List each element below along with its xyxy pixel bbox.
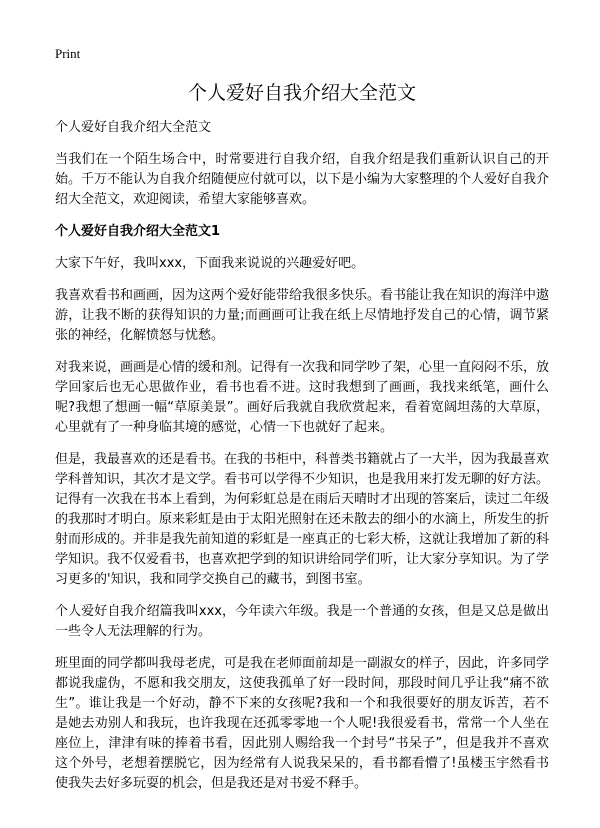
document-body [55,118,549,806]
paragraph: 大家下午好，我叫xxx，下面我来说说的兴趣爱好吧。 [55,256,365,271]
paragraph: 但是，我最喜欢的还是看书。在我的书柜中，科普类书籍就占了一大半，因为我最喜欢学科普知识，其次才是文学。看书可以学得不少知识，也是我用来打发无聊的好方法。记得有一次我在书本上看到，为何彩虹总是在雨后天晴时才出现的答案后，读过二年级的我那时才明白。原来彩虹是由于太阳光照射在还未散去的细小的水滴上，所发生的折射而形成的。并非是我先前知道的彩虹是一座真正的七彩大桥，这就让我增加了新的科学知识。我不仅爱看书，也喜欢把学到的知识讲给同学们听，让大家分享知识。为了学习更多的'知识，我和同学交换自己的藏书，到图书室。 [55,452,550,587]
paragraph: 个人爱好自我介绍篇我叫xxx，今年读六年级。我是一个普通的女孩，但是又总是做出一些令人无法理解的行为。 [55,604,549,639]
paragraph: 班里面的同学都叫我母老虎，可是我在老师面前却是一副淑女的样子，因此，许多同学都说我虚伪，不愿和我交朋友，这使我孤单了好一段时间，那段时间几乎让我“痛不欲生”。谁让我是一个好动，静不下来的女孩呢?我和一个和我很要好的朋友诉苦，若不是她去劝别人和我玩，也许我现在还孤零零地一个人呢!我很爱看书，常常一个人坐在座位上，津津有味的捧着书看，因此别人赐给我一个封号“书呆子”，但是我并不喜欢这个外号，老想着摆脱它，因为经常有人说我呆呆的，看书都看懵了!虽楼玉宇然看书使我失去好多玩耍的机会，但是我还是对书爱不释手。 [55,656,550,791]
paragraph: 我喜欢看书和画画，因为这两个爱好能带给我很多快乐。看书能让我在知识的海洋中遨游，让我不断的获得知识的力量;而画画可让我在纸上尽情地抒发自己的心情，调节紧张的神经，化解愤怒与忧愁。 [55,288,550,343]
paragraph: 当我们在一个陌生场合中，时常要进行自我介绍，自我介绍是我们重新认识自己的开始。千万不能认为自我介绍随便应付就可以，以下是小编为大家整理的个人爱好自我介绍大全范文，欢迎阅读，希望大家能够喜欢。 [55,152,550,207]
print-label: Print [55,46,81,61]
paragraph: 个人爱好自我介绍大全范文 [55,120,212,135]
document-title: 个人爱好自我介绍大全范文 [187,82,416,104]
section-heading: 个人爱好自我介绍大全范文1 [55,224,221,239]
paragraph: 对我来说，画画是心情的缓和剂。记得有一次我和同学吵了架，心里一直闷闷不乐，放学回家后也无心思做作业，看书也看不进。这时我想到了画画，我找来纸笔，画什么呢?我想了想画一幅“草原美景”。画好后我就自我欣赏起来，看着宽阔坦荡的大草原，心里就有了一种身临其境的感觉，心情一下也就好了起来。 [55,360,550,435]
